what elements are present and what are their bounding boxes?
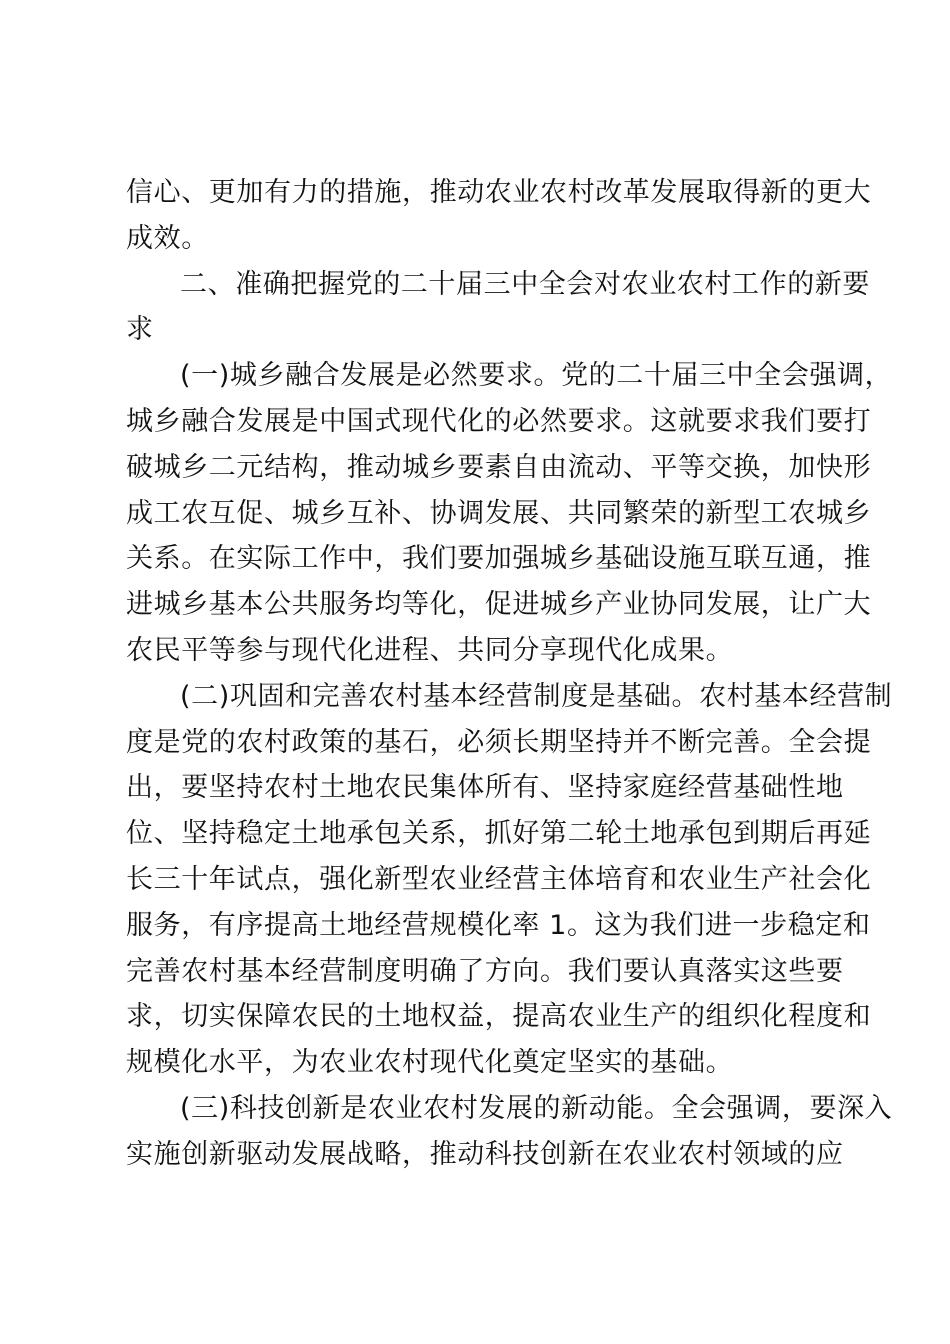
- paragraph-first-line: 二、准确把握党的二十届三中全会对农业农村工作的新要: [180, 268, 870, 300]
- text-line: 完善农村基本经营制度明确了方向。我们要认真落实这些要: [126, 955, 844, 987]
- paragraph-first-line: (三)科技创新是农业农村发展的新动能。全会强调，要深入: [180, 1092, 893, 1124]
- text-line: 信心、更加有力的措施，推动农业农村改革发展取得新的更大: [126, 177, 872, 208]
- text-line: 破城乡二元结构，推动城乡要素自由流动、平等交换，加快形: [126, 451, 872, 483]
- text-line: 农民平等参与现代化进程、共同分享现代化成果。: [126, 634, 734, 666]
- text-line: 规模化水平，为农业农村现代化奠定坚实的基础。: [126, 1047, 734, 1079]
- text-line: 度是党的农村政策的基石，必须长期坚持并不断完善。全会提: [126, 726, 872, 758]
- text-line: 实施创新驱动发展战略，推动科技创新在农业农村领域的应: [126, 1138, 844, 1170]
- text-line: 成效。: [126, 222, 209, 254]
- text-line: 成工农互促、城乡互补、协调发展、共同繁荣的新型工农城乡: [126, 497, 872, 529]
- text-line: 服务，有序提高土地经营规模化率 1。这为我们进一步稳定和: [126, 909, 871, 941]
- text-line: 求: [126, 314, 154, 346]
- text-line: 关系。在实际工作中，我们要加强城乡基础设施互联互通，推: [126, 543, 872, 575]
- document-body: [126, 170, 893, 1178]
- text-line: 求，切实保障农民的土地权益，提高农业生产的组织化程度和: [126, 1001, 872, 1033]
- text-line: 进城乡基本公共服务均等化，促进城乡产业协同发展，让广大: [126, 589, 872, 621]
- text-line: 长三十年试点，强化新型农业经营主体培育和农业生产社会化: [126, 863, 872, 895]
- text-line: 出，要坚持农村土地农民集体所有、坚持家庭经营基础性地: [126, 772, 844, 804]
- text-line: 位、坚持稳定土地承包关系，抓好第二轮土地承包到期后再延: [126, 818, 872, 850]
- paragraph-first-line: (一)城乡融合发展是必然要求。党的二十届三中全会强调，: [180, 360, 893, 392]
- text-line: 城乡融合发展是中国式现代化的必然要求。这就要求我们要打: [126, 405, 872, 437]
- paragraph-first-line: (二)巩固和完善农村基本经营制度是基础。农村基本经营制: [180, 680, 893, 712]
